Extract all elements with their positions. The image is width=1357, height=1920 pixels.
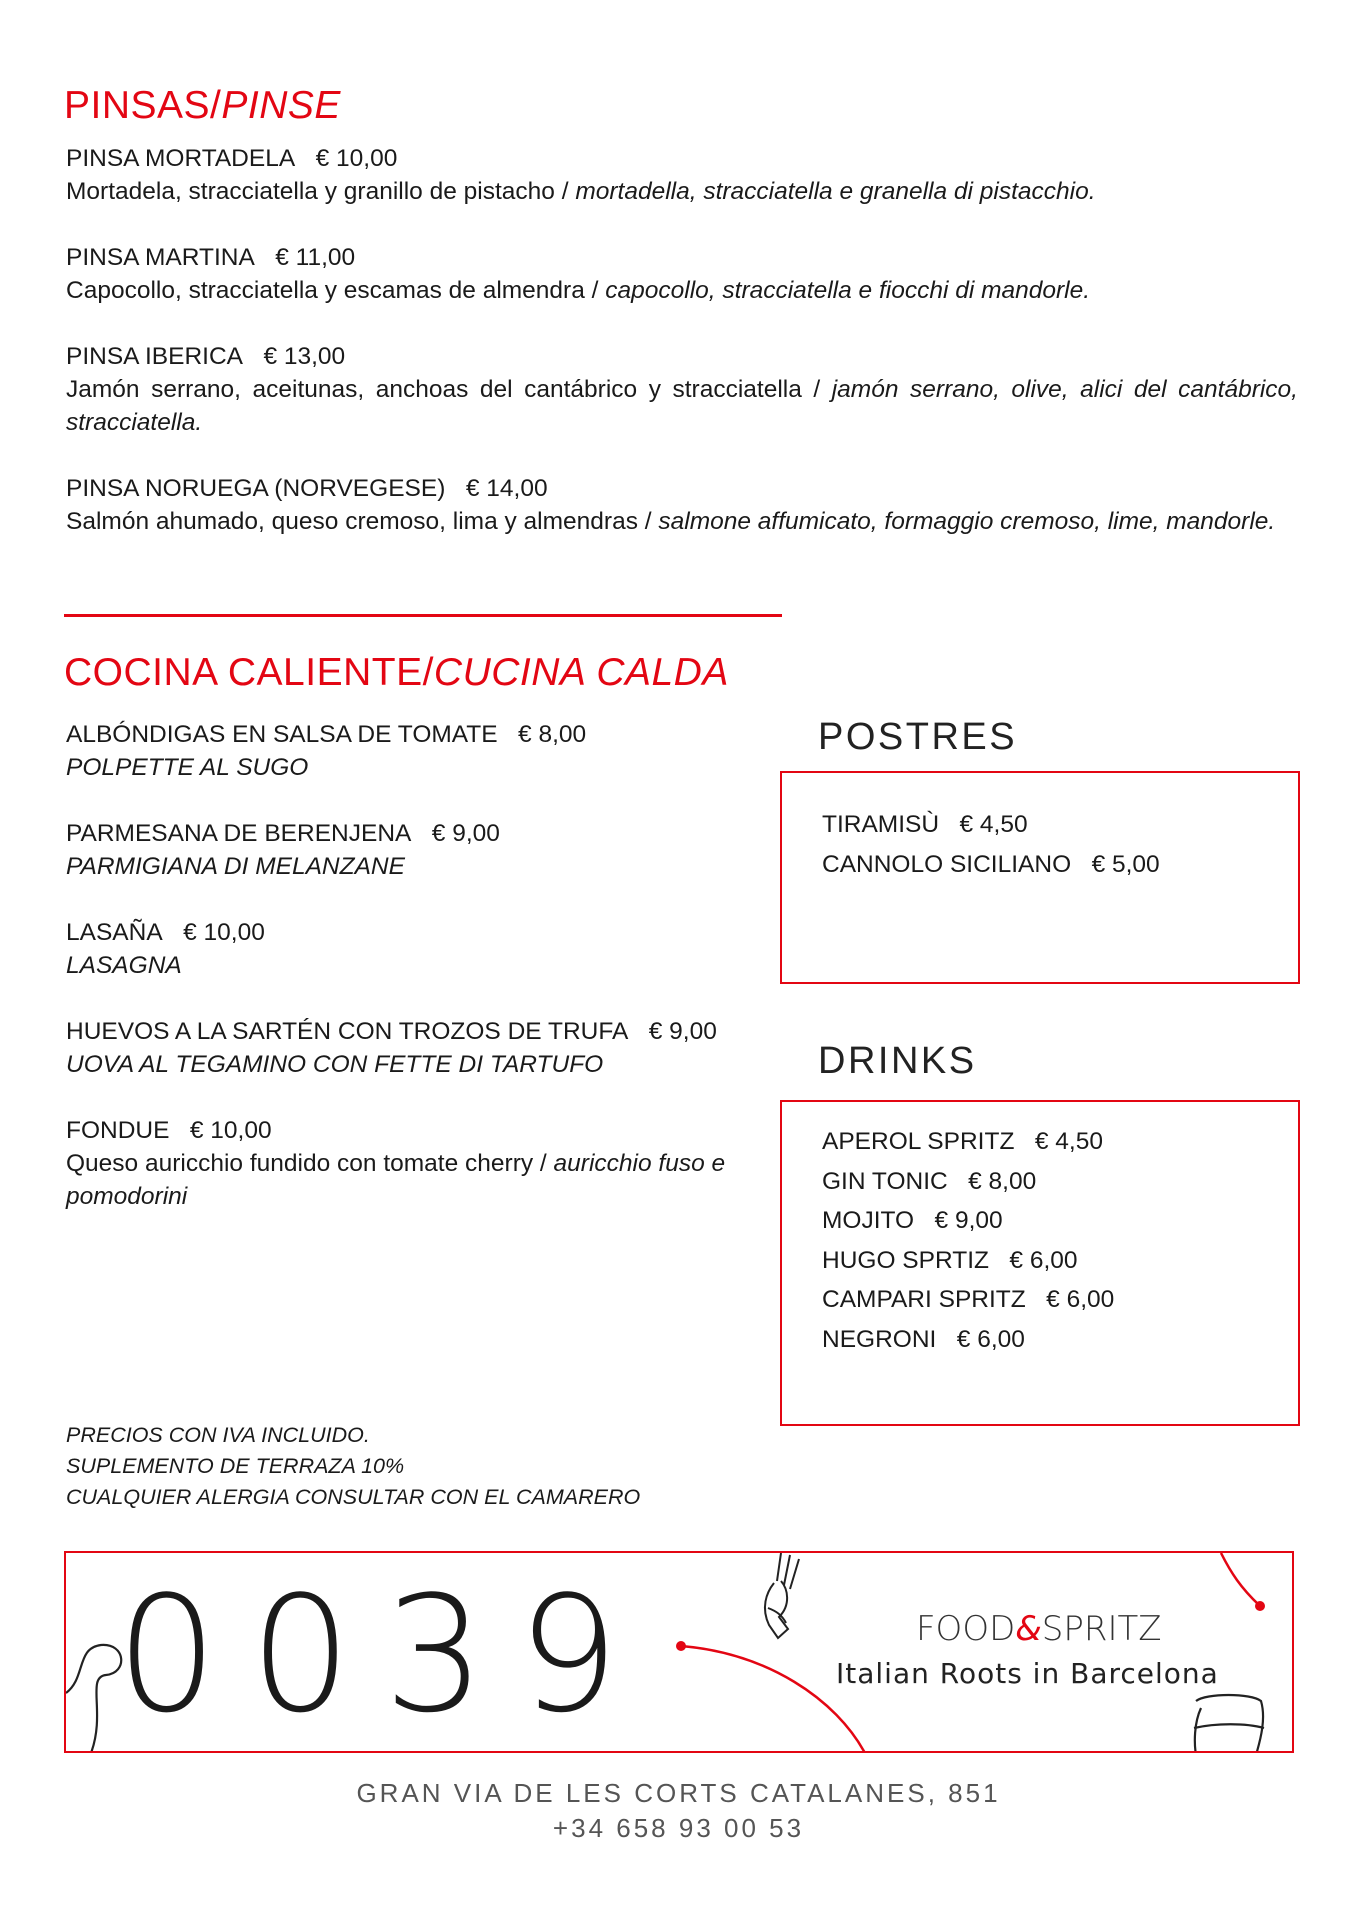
section-divider	[64, 614, 782, 617]
item-name: ALBÓNDIGAS EN SALSA DE TOMATE	[66, 721, 498, 748]
pinsas-title	[64, 86, 341, 125]
brand-ampersand: &	[1015, 1609, 1042, 1649]
list-item	[822, 1320, 1114, 1360]
item-desc-it: jamón serrano, olive, alici del cantábrico, stracciatella.	[66, 376, 1298, 436]
item-price: € 6,00	[956, 1325, 1025, 1353]
pinsas-title-es: PINSAS/	[64, 84, 222, 127]
item-name: CANNOLO SICILIANO	[822, 850, 1072, 878]
note-line: SUPLEMENTO DE TERRAZA 10%	[66, 1454, 405, 1478]
item-name: PINSA NORUEGA (NORVEGESE)	[66, 475, 446, 502]
item-name: MOJITO	[822, 1207, 915, 1234]
item-price: € 5,00	[1091, 850, 1160, 878]
item-name: PINSA IBERICA	[66, 343, 244, 370]
item-desc-it: UOVA AL TEGAMINO CON FETTE DI TARTUFO	[66, 1051, 604, 1078]
list-item	[822, 1201, 1114, 1241]
menu-item	[66, 916, 766, 982]
list-item	[822, 805, 1160, 845]
brand-name-spritz: SPRITZ	[1041, 1609, 1162, 1649]
note-line: PRECIOS CON IVA INCLUIDO.	[66, 1423, 370, 1447]
glass-icon	[1194, 1695, 1264, 1753]
item-desc-it: auricchio fuso e pomodorini	[66, 1150, 726, 1210]
item-price: € 14,00	[465, 475, 548, 502]
item-price: € 6,00	[1046, 1286, 1115, 1313]
item-price: € 9,00	[934, 1207, 1003, 1234]
note-line: CUALQUIER ALERGIA CONSULTAR CON EL CAMARERO	[66, 1485, 641, 1509]
postres-list	[822, 805, 1160, 884]
item-desc-es: Queso auricchio fundido con tomate cherry /	[66, 1150, 554, 1177]
item-name: HUGO SPRTIZ	[822, 1246, 989, 1274]
brand-name-food: FOOD	[916, 1609, 1016, 1649]
item-price: € 4,50	[959, 811, 1028, 838]
drinks-list	[822, 1122, 1114, 1359]
footer-phone: +34 658 93 00 53	[552, 1813, 805, 1843]
item-price: € 9,00	[648, 1018, 717, 1045]
menu-item	[66, 472, 1298, 538]
item-price: € 8,00	[518, 721, 587, 748]
item-desc-it: capocollo, stracciatella e fiocchi di mandorle.	[605, 277, 1091, 304]
brand-name	[916, 1609, 1162, 1649]
item-price: € 9,00	[431, 820, 500, 847]
menu-item	[66, 1114, 756, 1213]
item-name: APEROL SPRITZ	[822, 1128, 1015, 1155]
list-item	[822, 1241, 1114, 1281]
item-desc-es: Capocollo, stracciatella y escamas de almendra /	[66, 277, 606, 304]
postres-title: POSTRES	[818, 716, 1018, 758]
menu-item	[66, 340, 1298, 439]
item-name: TIRAMISÙ	[822, 811, 940, 838]
item-name: CAMPARI SPRITZ	[822, 1286, 1026, 1313]
item-name: PINSA MORTADELA	[66, 145, 296, 172]
menu-item	[66, 241, 1298, 307]
red-dot-icon	[1255, 1601, 1265, 1611]
list-item	[822, 1280, 1114, 1320]
pinsas-title-it: PINSE	[221, 84, 341, 127]
menu-item	[66, 1015, 786, 1081]
item-desc-es: Salmón ahumado, queso cremoso, lima y almendras /	[66, 508, 659, 535]
item-name: PINSA MARTINA	[66, 244, 255, 271]
item-price: € 6,00	[1009, 1246, 1078, 1274]
item-name: HUEVOS A LA SARTÉN CON TROZOS DE TRUFA	[66, 1018, 629, 1045]
item-desc-it: salmone affumicato, formaggio cremoso, lime, mandorle.	[658, 508, 1276, 535]
item-price: € 11,00	[275, 244, 356, 271]
footer-address: GRAN VIA DE LES CORTS CATALANES, 851	[356, 1778, 1001, 1808]
item-desc-es: Jamón serrano, aceitunas, anchoas del cantábrico y stracciatella /	[66, 376, 832, 403]
cocina-title	[64, 653, 729, 692]
item-price: € 10,00	[189, 1117, 272, 1144]
item-price: € 13,00	[263, 343, 346, 370]
brand-tagline: Italian Roots in Barcelona	[836, 1657, 1219, 1690]
item-price: € 10,00	[183, 919, 265, 946]
snake-doodle-icon	[66, 1645, 121, 1753]
menu-item	[66, 142, 1298, 208]
item-name: LASAÑA	[66, 919, 163, 946]
item-name: PARMESANA DE BERENJENA	[66, 820, 412, 847]
item-desc-it: LASAGNA	[66, 952, 182, 979]
list-item	[822, 1122, 1114, 1162]
banner-number: 0039	[116, 1561, 652, 1748]
item-desc-it: PARMIGIANA DI MELANZANE	[66, 853, 405, 880]
item-price: € 4,50	[1034, 1128, 1103, 1155]
item-name: NEGRONI	[822, 1325, 937, 1353]
menu-notes	[66, 1420, 640, 1513]
fork-icon	[765, 1553, 799, 1638]
item-price: € 10,00	[315, 145, 398, 172]
list-item	[822, 845, 1160, 885]
cocina-title-it: CUCINA CALDA	[433, 651, 729, 694]
list-item	[822, 1162, 1114, 1202]
item-desc-it: mortadella, stracciatella e granella di pistacchio.	[575, 178, 1096, 205]
item-name: GIN TONIC	[822, 1167, 948, 1195]
item-desc-it: POLPETTE AL SUGO	[66, 754, 309, 781]
menu-item	[66, 817, 766, 883]
item-price: € 8,00	[968, 1167, 1037, 1195]
brand-banner	[64, 1551, 1294, 1753]
menu-item	[66, 718, 766, 784]
item-name: FONDUE	[66, 1117, 170, 1144]
cocina-title-es: COCINA CALIENTE/	[64, 651, 434, 694]
item-desc-es: Mortadela, stracciatella y granillo de pistacho /	[66, 178, 576, 205]
drinks-title: DRINKS	[818, 1040, 977, 1082]
